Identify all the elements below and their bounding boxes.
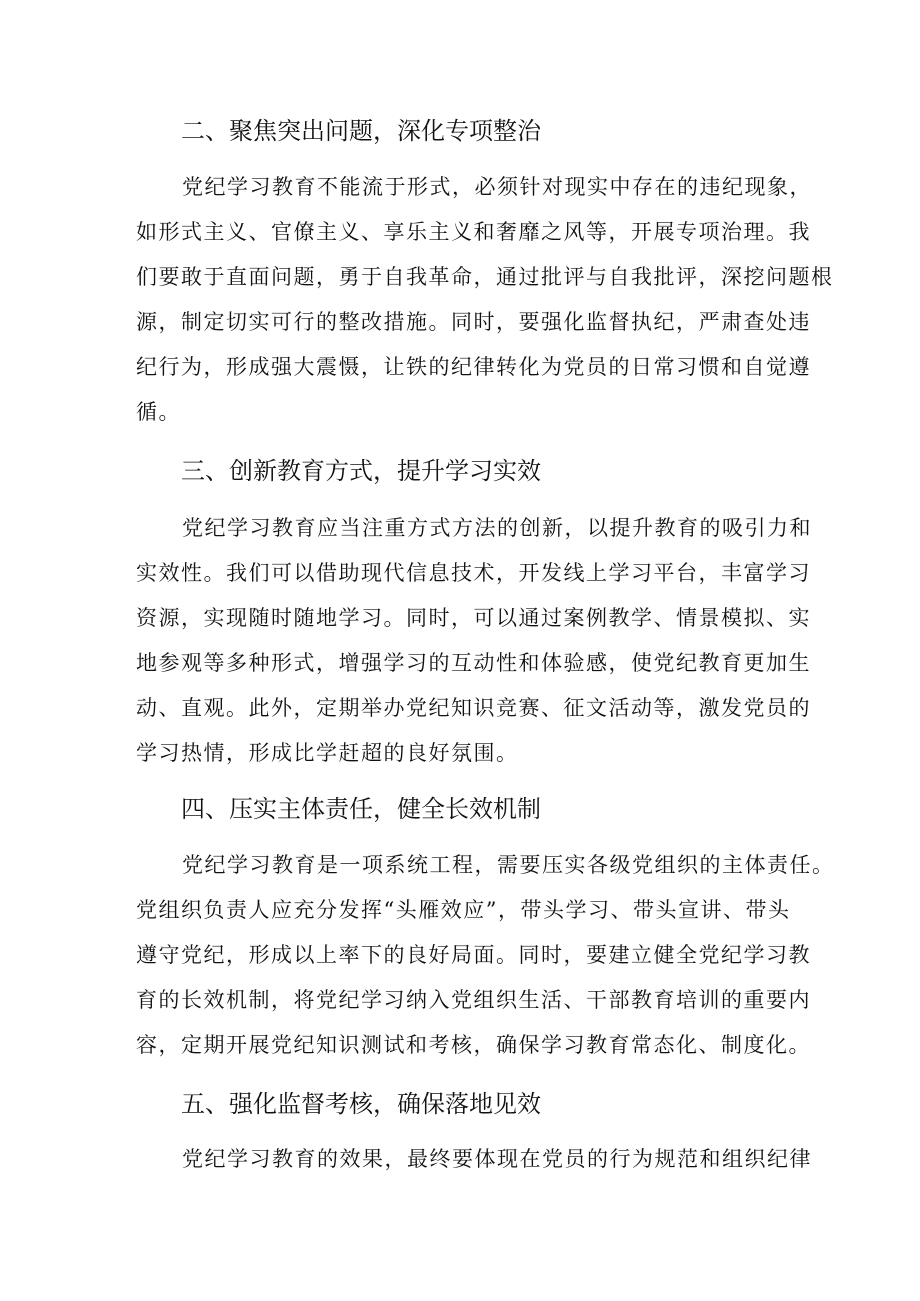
section-heading-2: 二、聚焦突出问题，深化专项整治 [181,117,541,145]
paragraph-line: 党纪学习教育是一项系统工程，需要压实各级党组织的主体责任。 [182,853,835,877]
section-heading-4: 四、压实主体责任，健全长效机制 [181,795,541,823]
paragraph-line: 如形式主义、官僚主义、享乐主义和奢靡之风等，开展专项治理。我 [136,220,811,244]
paragraph-line: 源，制定切实可行的整改措施。同时，要强化监督执纪，严肃查处违 [136,310,811,334]
section-heading-5: 五、强化监督考核，确保落地见效 [181,1090,541,1118]
section-paragraph-4 [136,843,835,1068]
paragraph-line: 资源，实现随时随地学习。同时，可以通过案例教学、情景模拟、实 [136,606,811,630]
paragraph-line: 容，定期开展党纪知识测试和考核，确保学习教育常态化、制度化。 [136,1033,811,1057]
paragraph-line: 动、直观。此外，定期举办党纪知识竞赛、征文活动等，激发党员的 [136,696,811,720]
paragraph-line: 们要敢于直面问题，勇于自我革命，通过批评与自我批评，深挖问题根 [136,265,834,289]
paragraph-line: 党组织负责人应充分发挥“头雁效应”，带头学习、带头宣讲、带头 [136,898,791,922]
paragraph-line: 纪行为，形成强大震慑，让铁的纪律转化为党员的日常习惯和自觉遵 [136,355,811,379]
section-paragraph-3 [136,506,812,776]
paragraph-line: 遵守党纪，形成以上率下的良好局面。同时，要建立健全党纪学习教 [136,943,811,967]
paragraph-line: 学习热情，形成比学赶超的良好氛围。 [136,741,519,765]
section-paragraph-5 [136,1137,812,1182]
paragraph-line: 党纪学习教育应当注重方式方法的创新，以提升教育的吸引力和 [182,516,812,540]
paragraph-line: 地参观等多种形式，增强学习的互动性和体验感，使党纪教育更加生 [136,651,811,675]
paragraph-line: 党纪学习教育不能流于形式，必须针对现实中存在的违纪现象， [182,175,812,199]
section-paragraph-2 [136,165,834,435]
paragraph-line: 党纪学习教育的效果，最终要体现在党员的行为规范和组织纪律 [182,1147,812,1171]
paragraph-line: 实效性。我们可以借助现代信息技术，开发线上学习平台，丰富学习 [136,561,811,585]
paragraph-line: 循。 [136,400,181,424]
section-heading-3: 三、创新教育方式，提升学习实效 [181,457,541,485]
paragraph-line: 育的长效机制，将党纪学习纳入党组织生活、干部教育培训的重要内 [136,988,811,1012]
